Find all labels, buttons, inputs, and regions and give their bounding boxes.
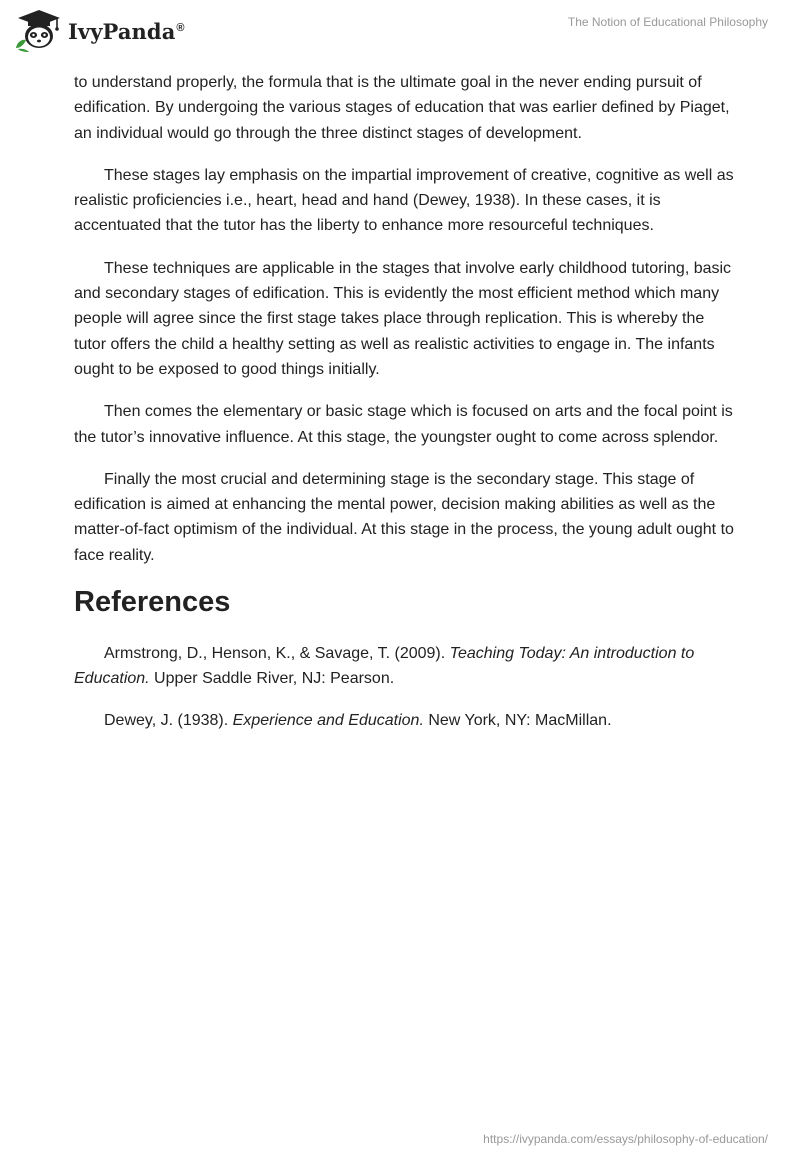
ivypanda-logo[interactable] bbox=[14, 8, 185, 52]
body-paragraph-4: Then comes the elementary or basic stage which is focused on arts and the focal point is the tutor’s innovative influence. At this stage, the youngster ought to come across splendor. bbox=[74, 403, 733, 446]
reference-title: Teaching Today: An introduction to Education. bbox=[74, 645, 695, 688]
body-paragraph-1: to understand properly, the formula that is the ultimate goal in the never ending pursuit of edification. By undergoing the various stages of education that was earlier defined by Piaget, an individual would go through the three distinct stages of development. bbox=[74, 74, 730, 142]
references-heading: References bbox=[74, 586, 231, 619]
reference-publisher: New York, NY: MacMillan. bbox=[423, 711, 612, 729]
body-paragraph-3: These techniques are applicable in the stages that involve early childhood tutoring, basic and secondary stages of edification. This is evidently the most efficient method which many people will agree since the first stage takes place through replication. This is whereby the tutor offers the child a healthy setting as well as realistic activities to engage in. The infants ought to be exposed to good things initially. bbox=[74, 259, 732, 378]
reference-publisher: Upper Saddle River, NJ: Pearson. bbox=[149, 670, 395, 688]
brand-name: IvyPanda® bbox=[68, 18, 185, 44]
reference-authors: Armstrong, D., Henson, K., & Savage, T. (2009). bbox=[104, 645, 450, 663]
reference-entry bbox=[74, 641, 734, 692]
reference-title: Experience and Education. bbox=[232, 711, 424, 729]
body-paragraph-5: Finally the most crucial and determining stage is the secondary stage. This stage of edification is aimed at enhancing the mental power, decision making abilities as well as the matter-of-fact optimism of the individual. At this stage in the process, the young adult ought to face reality. bbox=[74, 470, 734, 564]
page-header bbox=[0, 0, 800, 60]
panda-graduate-icon bbox=[14, 8, 64, 52]
reference-entry bbox=[74, 708, 734, 733]
registered-mark: ® bbox=[176, 21, 185, 34]
running-title: The Notion of Educational Philosophy bbox=[567, 15, 768, 29]
body-paragraph-2: These stages lay emphasis on the impartial improvement of creative, cognitive as well as realistic proficiencies i.e., heart, head and hand (Dewey, 1938). In these cases, it is accentuated that the tutor has the liberty to enhance more resourceful techniques. bbox=[74, 166, 734, 235]
source-url-link[interactable]: https://ivypanda.com/essays/philosophy-of-education/ bbox=[483, 1132, 768, 1146]
essay-body bbox=[74, 70, 734, 749]
reference-authors: Dewey, J. (1938). bbox=[104, 711, 233, 729]
